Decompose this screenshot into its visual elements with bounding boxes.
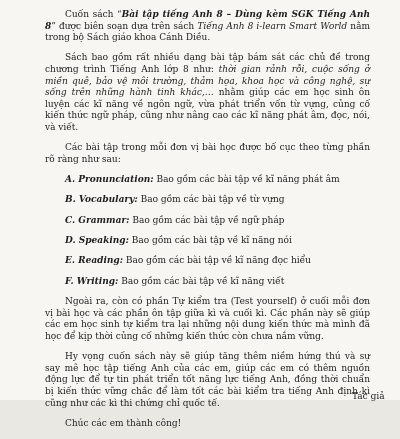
section-label: E. Reading:: [65, 256, 124, 267]
structure-intro: Các bài tập trong mỗi đơn vị bài học được bố cục theo từng phần rõ ràng như sau:: [45, 143, 370, 165]
intro-mid: ” được biên soạn dựa trên sách: [51, 21, 198, 32]
section-label: A. Pronunciation:: [65, 174, 154, 185]
section-desc: Bao gồm các bài tập về kĩ năng phát âm: [156, 174, 340, 185]
topics-list: thời gian rảnh rỗi, cuộc sống ở miền quê, bảo vệ môi trường, thảm họa, khoa học và công nghệ, sự sống trên những hành tinh khác,: [45, 64, 370, 99]
section-label: C. Grammar:: [65, 215, 130, 226]
closing-line: Chúc các em thành công!: [65, 418, 182, 429]
section-desc: Bao gồm các bài tập về kĩ năng đọc hiểu: [125, 256, 311, 267]
section-label: B. Vocabulary:: [65, 195, 138, 206]
section-desc: Bao gồm các bài tập về ngữ pháp: [132, 215, 285, 226]
section-label: D. Speaking:: [65, 236, 129, 247]
section-label: F. Writing:: [65, 276, 119, 287]
section-item: [45, 175, 370, 187]
intro-paragraph: [45, 10, 370, 45]
source-book-title: Tiếng Anh 8 i-learn Smart World: [197, 21, 348, 32]
book-title: Bài tập tiếng Anh 8 – Dùng kèm SGK Tiếng Anh 8: [45, 10, 370, 32]
author-signature: Tác giả: [352, 392, 385, 402]
content-post: … nhằm giúp các em học sinh ôn luyện các kĩ năng về ngôn ngữ, vừa phát triển vốn từ vựng, củng cố kiến thức ngữ pháp, cũng như nâng cao các kĩ năng phát âm, đọc, nói, và viết.: [45, 88, 370, 133]
intro-end: nằm trong bộ Sách giáo khoa Cánh Diều.: [45, 21, 370, 44]
section-item: [45, 216, 370, 228]
section-item: [45, 236, 370, 248]
section-item: [45, 195, 370, 207]
content-pre: Sách bao gồm rất nhiều dạng bài tập bám sát các chủ đề trong chương trình Tiếng Anh lớp 8 như:: [45, 53, 370, 75]
content-paragraph: [45, 53, 370, 134]
section-desc: Bao gồm các bài tập về kĩ năng viết: [121, 276, 285, 287]
extra-paragraph: Ngoài ra, còn có phần Tự kiểm tra (Test yourself) ở cuối mỗi đơn vị bài học và các phần ôn tập giữa kì và cuối kì. Các phần này sẽ giúp các em học sinh tự kiểm tra lại những nội dung kiến thức mà mình đã học để kịp thời củng cố những kiến thức còn chưa nắm vững.: [45, 297, 370, 343]
section-item: [45, 277, 370, 289]
hope-paragraph: Hy vọng cuốn sách này sẽ giúp tăng thêm niềm hứng thú và sự say mê học tập tiếng Anh của các em, giúp các em có thêm nguồn động lực để tự tin phát triển tốt năng lực tiếng Anh, đồng thời chuẩn bị kiến thức vững chắc để làm tốt các bài kiểm tra tiếng Anh định kì cũng như các kì thi chứng chỉ quốc tế.: [45, 352, 370, 409]
section-item: [45, 256, 370, 268]
intro-pre: Cuốn sách “: [65, 10, 122, 20]
section-desc: Bao gồm các bài tập về từ vựng: [140, 195, 285, 206]
section-desc: Bao gồm các bài tập về kĩ năng nói: [131, 236, 292, 247]
preface-text: [45, 10, 370, 439]
